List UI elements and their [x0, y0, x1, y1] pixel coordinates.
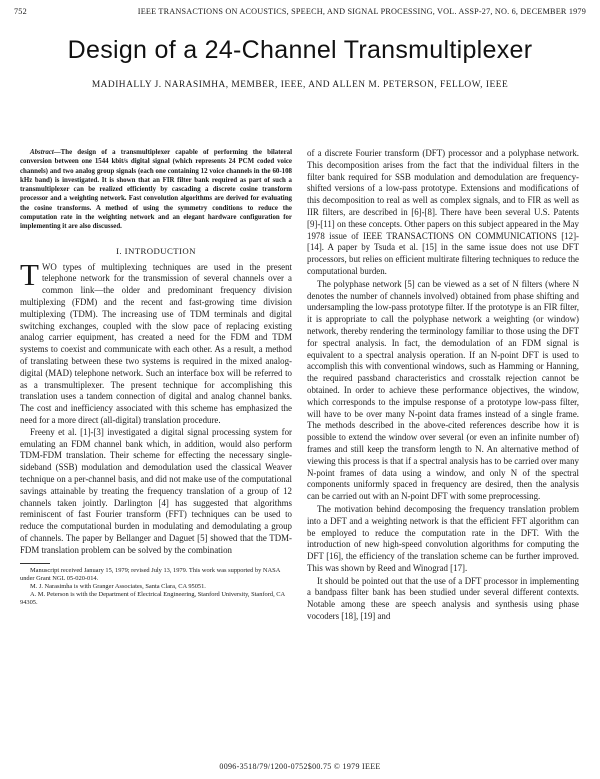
body-paragraph-polyphase: The polyphase network [5] can be viewed as a set of N filters (where N denotes the number of channels involved) obtained from phase shifting and undersampling the low-pass prototype filter. If the prototype is an FIR filter, it is appropriate to call the polyphase network a weighting (or window) network, thereby rendering the terminology familiar to those using the DFT for spectral analysis. In fact, the demodulation of an FDM signal is equivalent to a spectral analysis operation. If an N-point DFT is used to accomplish this with conventional windows, such as Hamming or Hanning, the required passband characteristics and crosstalk rejection cannot be obtained. In order to achieve these performance objectives, the window, which corresponds to the impulse response of a prototype low-pass filter, will have to be over many N-point data frames instead of a single frame. The methods described in the above-cited references describe how it is possible to extend the window over several (or even an infinite number of) frames and still keep the transform length to N. An alternative method of viewing this process is that if a spectral analysis has to be carried over many N-point frames of data using a window, and only N of the spectral components uniformly spaced in frequency are desired, then the analysis can be carried out with an N-point DFT with some preprocessing. — [307, 278, 579, 502]
abstract-text: —The design of a transmultiplexer capable of performing the bilateral conversion between one 1544 kbit/s digital signal (which represents 24 PCM coded voice channels) and two analog group signals (each one containing 12 voice channels in the 60-108 kHz band) is investigated. It is shown that an FIR filter bank required as part of such a transmultiplexer can be realized efficiently by cascading a discrete cosine transform processor and a weighting network. Fast convolution algorithms are derived for evaluating the cosine transforms. A method of using the symmetry conditions to reduce the computation rate in the weighting network and an elegant hardware configuration for implementing it are also discussed. — [20, 149, 292, 231]
footnote-manuscript: Manuscript received January 15, 1979; revised July 13, 1979. This work was supported by NASA under Grant NGL 05-020-014. — [20, 566, 280, 582]
intro-paragraph-1 — [20, 256, 292, 427]
page-number: 752 — [14, 7, 27, 16]
body-paragraph-continued: of a discrete Fourier transform (DFT) processor and a polyphase network. This decomposition arises from the fact that the individual filters in the filter bank required for SSB modulation and demodulation are frequency-shifted versions of a low-pass prototype. Extensions and modifications of this decomposition to real as well as complex signals, and to FIR as well as IIR filters, are described in [6]-[8]. There have been several U.S. Patents [9]-[11] on these concepts. Other papers on this subject appeared in the May 1978 issue of IEEE TRANSACTIONS ON COMMUNICATIONS [12]-[14]. A paper by Tsuda et al. [15] in the same issue does not use DFT processors, but relies on efficient multirate filtering techniques to reduce the computational burden. — [307, 148, 579, 276]
journal-header: IEEE TRANSACTIONS ON ACOUSTICS, SPEECH, AND SIGNAL PROCESSING, VOL. ASSP-27, NO. 6, DECEMBER 1979 — [137, 7, 586, 16]
intro-paragraph-1-text: WO types of multiplexing techniques are used in the present telephone network for the transmission of several channels over a common link—the older and predominant frequency division multiplexing (FDM) and the recent and fast-growing time division multiplexing (TDM). The increasing use of TDM terminals and digital switching exchanges, coupled with the slow pace of replacing existing analog carrier equipment, has created a need for the FDM and TDM systems to coexist and communicate with each other. As a result, a method of translating between these two systems is required in the mixed analog-digital (MAD) telephone network. Such an interface box will be referred to as a transmultiplexer. The present technique for accomplishing this translation uses a tandem connection of digital and analog channel banks. The cost and inefficiency associated with this scheme has emphasized the need for a more direct (all-digital) translation procedure. — [20, 261, 292, 426]
running-head — [14, 7, 586, 19]
abstract-label: Abstract — [30, 149, 54, 156]
section-heading-introduction: I. INTRODUCTION — [116, 245, 196, 256]
paper-title: Design of a 24-Channel Transmultiplexer — [67, 36, 533, 64]
drop-cap: T — [20, 256, 39, 292]
copyright-footer: 0096-3518/79/1200-0752$00.75 © 1979 IEEE — [219, 762, 381, 771]
body-paragraph-motivation: The motivation behind decomposing the frequency translation problem into a DFT and a weighting network is that the efficient FFT algorithm can be employed to reduce the computation rate in the DFT. With the introduction of new high-speed convolution algorithms for computing the DFT [16], the efficiency of the translation scheme can be further improved. This was shown by Reed and Winograd [17]. — [307, 503, 579, 573]
body-paragraph-dft-processor: It should be pointed out that the use of a DFT processor in implementing a bandpass filter bank has been studied under several different contexts. Notable among these are speech analysis and synthesis using phase vocoders [18], [19] and — [307, 575, 579, 622]
footnote-author-1: M. J. Narasimha is with Granger Associates, Santa Clara, CA 95051. — [30, 583, 206, 590]
right-column — [307, 148, 579, 623]
author-line: MADIHALLY J. NARASIMHA, MEMBER, IEEE, AND ALLEN M. PETERSON, FELLOW, IEEE — [91, 80, 509, 90]
footnote-rule — [20, 563, 50, 564]
left-column — [20, 148, 292, 608]
intro-paragraph-2: Freeny et al. [1]-[3] investigated a digital signal processing system for emulating an FDM channel bank which, in addition, would also perform TDM-FDM translation. Their scheme for effecting the necessary single-sideband (SSB) modulation and demodulation used the classical Weaver technique on a per-channel basis, and did not make use of the computational savings attainable by treating the frequency translation of a group of 12 channels taken jointly. Darlington [4] has suggested that algorithms reminiscent of fast Fourier transform (FFT) techniques can be used to reduce the computational burden in modulating and demodulating a group of channels. The paper by Bellanger and Daguet [5] showed that the TDM-FDM translation problem can be solved by the combination — [20, 426, 292, 555]
footnote-author-2: A. M. Peterson is with the Department of Electrical Engineering, Stanford University, Stanford, CA 94305. — [20, 591, 285, 607]
abstract — [20, 148, 292, 232]
